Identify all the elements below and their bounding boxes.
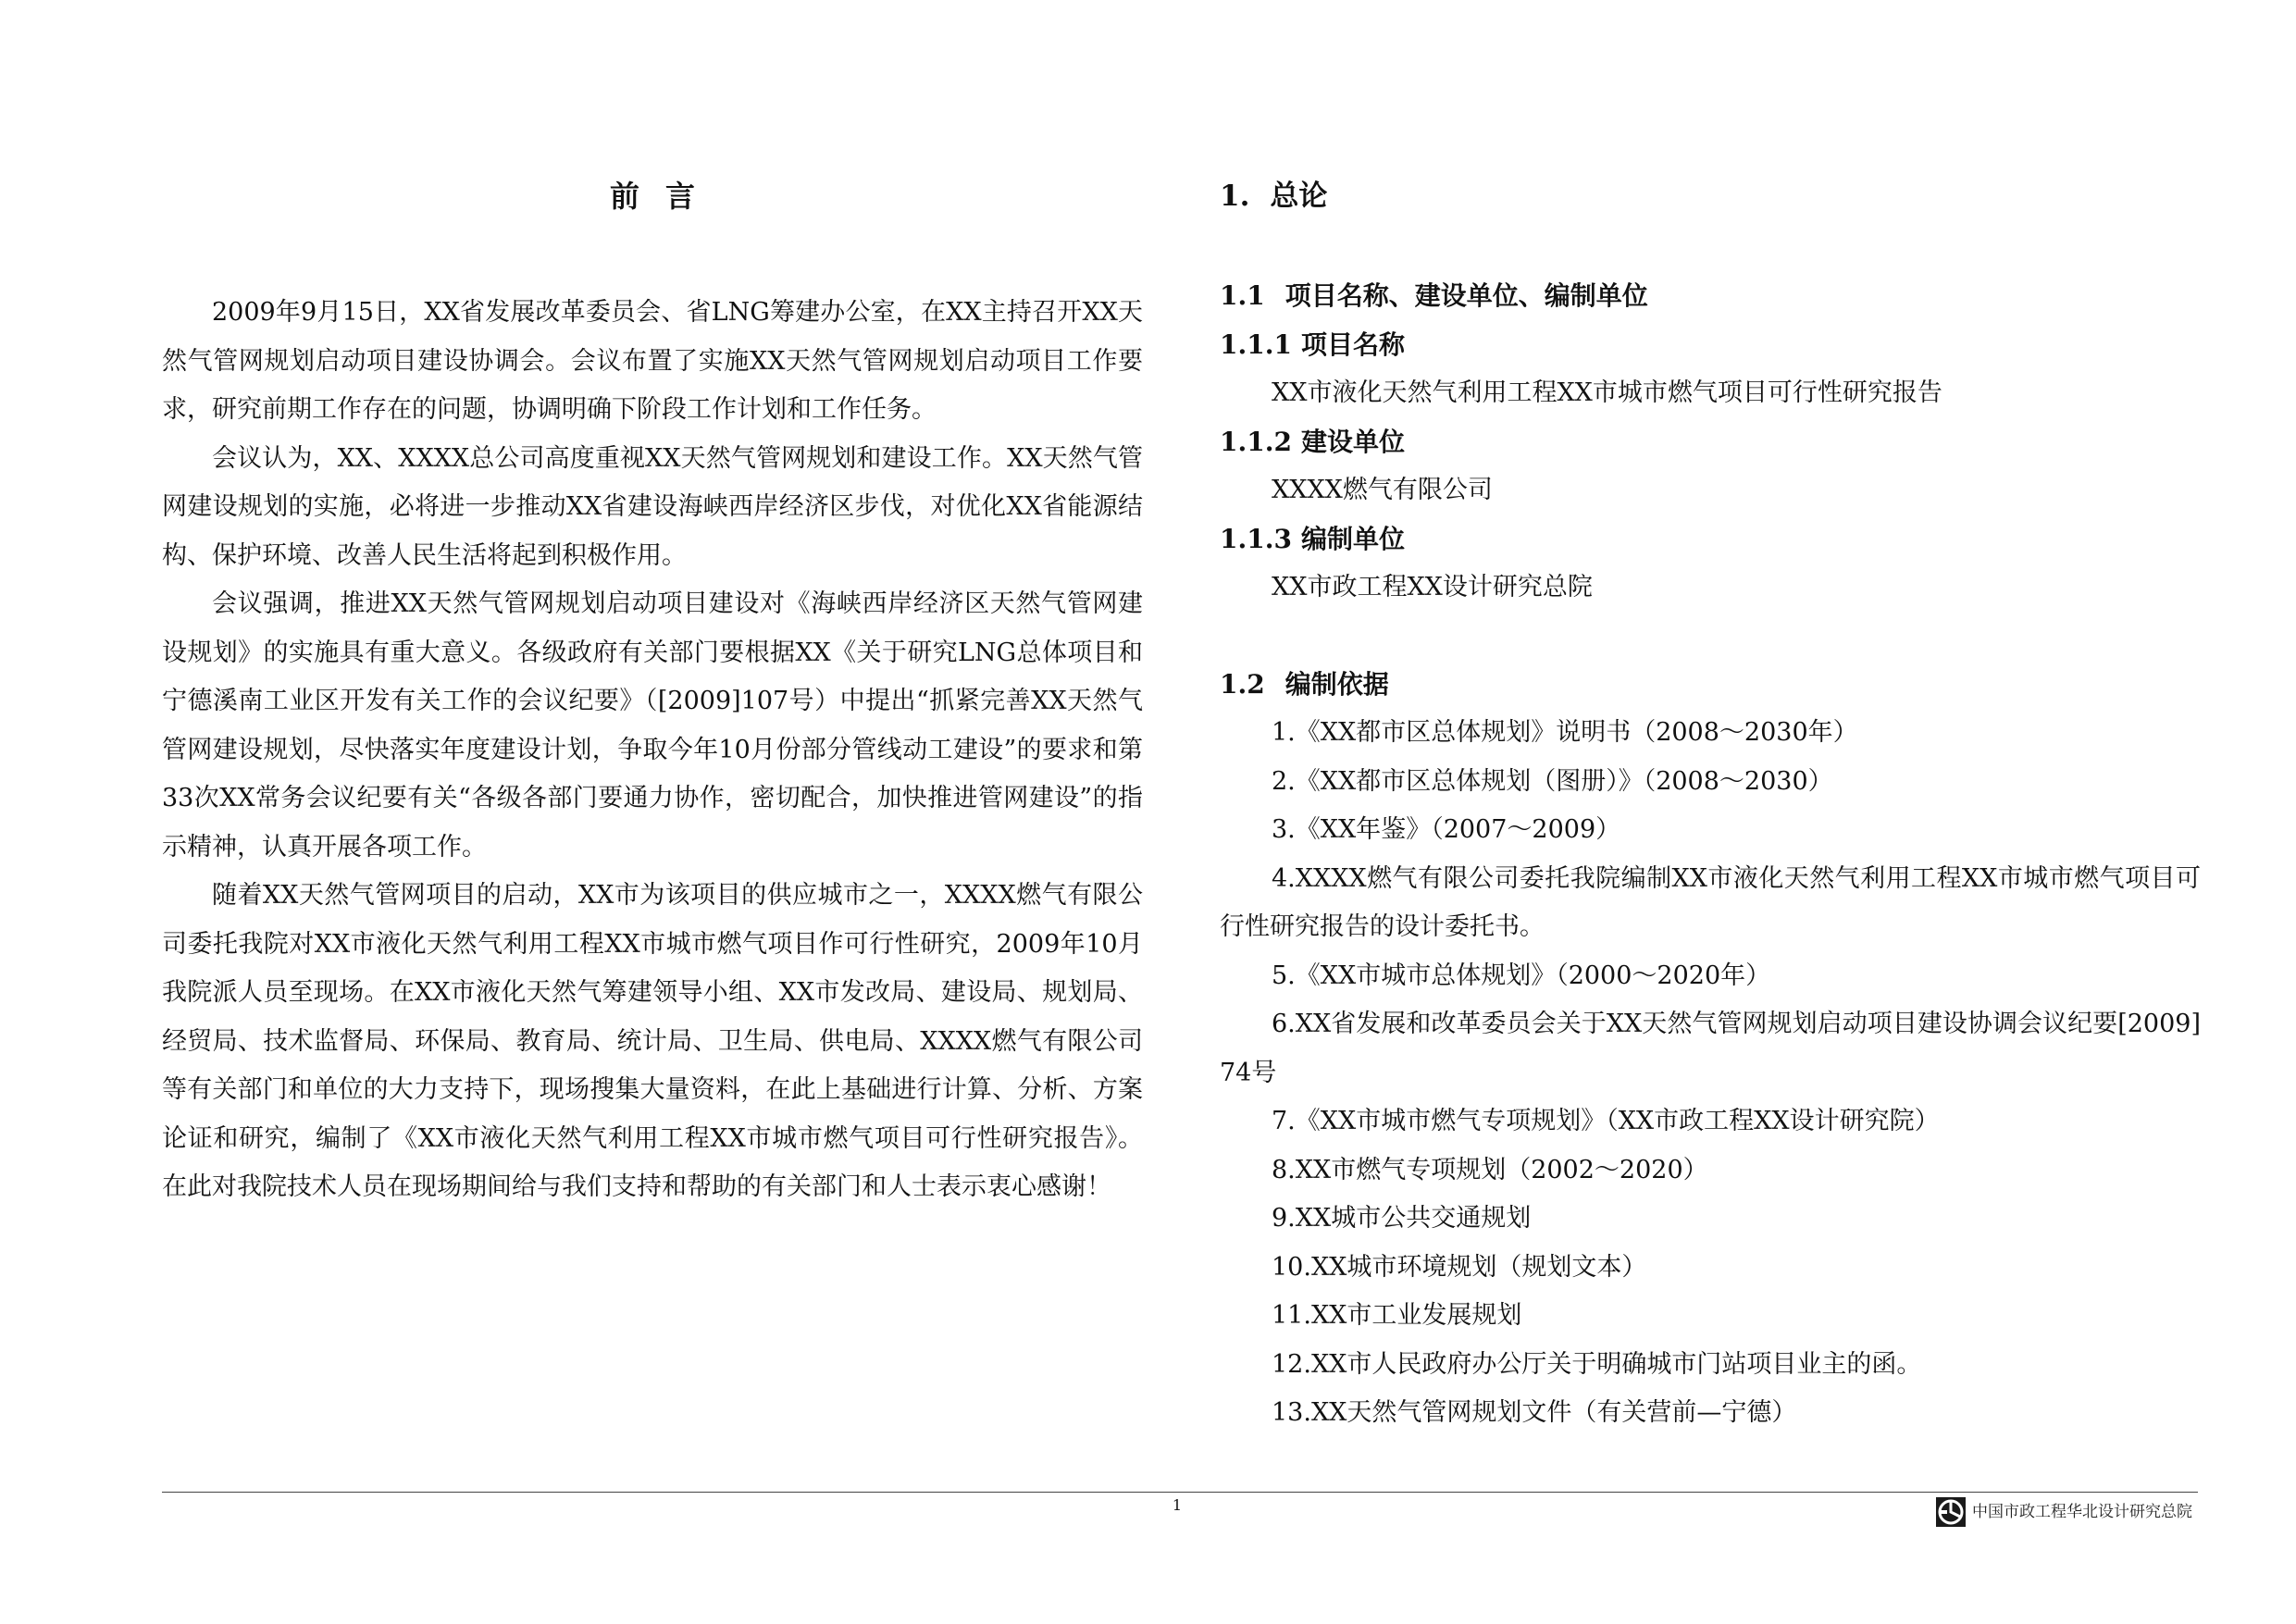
subsection-heading-1-1-2 (1220, 418, 2201, 467)
reference-item-10: 10.XX城市环境规划（规划文本） (1272, 1252, 1647, 1282)
preface-paragraph-4: 随着XX天然气管网项目的启动，XX市为该项目的供应城市之一，XXXX燃气有限公司委托我院对XX市液化天然气利用工程XX市城市燃气项目作可行性研究，2009年10月我院派人员至现场。在XX市液化天然气筹建领导小组、XX市发改局、建设局、规划局、经贸局、技术监督局、环保局、教育局、统计局、卫生局、供电局、XXXX燃气有限公司等有关部门和单位的大力支持下，现场搜集大量资料，在此上基础进行计算、分析、方案论证和研究，编制了《XX市液化天然气利用工程XX市城市燃气项目可行性研究报告》。在此对我院技术人员在现场期间给与我们支持和帮助的有关部门和人士表示衷心感谢！ (162, 881, 1143, 1201)
preface-paragraph-1: 2009年9月15日，XX省发展改革委员会、省LNG筹建办公室，在XX主持召开XX天然气管网规划启动项目建设协调会。会议布置了实施XX天然气管网规划启动项目工作要求，研究前期工作存在的问题，协调明确下阶段工作计划和工作任务。 (162, 298, 1143, 424)
subsection-title: 项目名称 (1300, 329, 1405, 360)
section-number: 1.2 (1220, 668, 1265, 700)
institute-logo-icon (1935, 1496, 1967, 1528)
compiler-text: XX市政工程XX设计研究总院 (1272, 573, 1593, 601)
preface-paragraph-3: 会议强调，推进XX天然气管网规划启动项目建设对《海峡西岸经济区天然气管网建设规划》的实施具有重大意义。各级政府有关部门要根据XX《关于研究LNG总体项目和宁德溪南工业区开发有关工作的会议纪要》（[2009]107号）中提出“抓紧完善XX天然气管网建设规划，尽快落实年度建设计划，争取今年10月份部分管线动工建设”的要求和第33次XX常务会议纪要有关“各级各部门要通力协作，密切配合，加快推进管网建设”的指示精神，认真开展各项工作。 (162, 589, 1143, 862)
subsection-title: 编制单位 (1300, 523, 1405, 554)
subsection-heading-1-1-3 (1220, 515, 2201, 564)
preface-section (162, 176, 1143, 1212)
reference-item-1: 1.《XX都市区总体规划》说明书（2008～2030年） (1272, 718, 1858, 747)
subsection-number: 1.1.1 (1220, 329, 1292, 360)
chapter-title: 总论 (1270, 180, 1328, 213)
section-heading-1-1 (1220, 272, 2201, 321)
reference-item-13: 13.XX天然气管网规划文件（有关营前—宁德） (1272, 1398, 1797, 1427)
reference-item-5: 5.《XX市城市总体规划》（2000～2020年） (1272, 961, 1771, 990)
subsection-title: 建设单位 (1300, 426, 1405, 457)
subsection-number: 1.1.2 (1220, 426, 1292, 457)
section-number: 1.1 (1220, 280, 1265, 311)
reference-item-4: 4.XXXX燃气有限公司委托我院编制XX市液化天然气利用工程XX市城市燃气项目可行性研究报告的设计委托书。 (1220, 863, 2201, 941)
section-heading-1-2 (1220, 661, 2201, 710)
builder-text: XXXX燃气有限公司 (1272, 476, 1493, 504)
reference-item-6: 6.XX省发展和改革委员会关于XX天然气管网规划启动项目建设协调会议纪要[2009]74号 (1220, 1010, 2201, 1087)
reference-item-12: 12.XX市人民政府办公厅关于明确城市门站项目业主的函。 (1272, 1349, 1922, 1379)
general-section (1220, 176, 2201, 1438)
section-title: 编制依据 (1285, 668, 1389, 700)
institute-name: 中国市政工程华北设计研究总院 (1972, 1503, 2192, 1521)
project-name-text: XX市液化天然气利用工程XX市城市燃气项目可行性研究报告 (1272, 378, 1942, 407)
reference-item-8: 8.XX市燃气专项规划（2002～2020） (1272, 1155, 1708, 1184)
reference-item-7: 7.《XX市城市燃气专项规划》（XX市政工程XX设计研究院） (1272, 1107, 1940, 1135)
chapter-number: 1. (1220, 180, 1250, 213)
subsection-heading-1-1-1 (1220, 321, 2201, 370)
subsection-number: 1.1.3 (1220, 523, 1292, 554)
reference-list (1220, 709, 2201, 1438)
chapter-heading (1220, 176, 2201, 217)
reference-item-11: 11.XX市工业发展规划 (1272, 1301, 1522, 1330)
reference-item-2: 2.《XX都市区总体规划（图册）》（2008～2030） (1272, 766, 1833, 796)
footer-institute (1935, 1494, 2192, 1531)
preface-paragraph-2: 会议认为，XX、XXXX总公司高度重视XX天然气管网规划和建设工作。XX天然气管网建设规划的实施，必将进一步推动XX省建设海峡西岸经济区步伐，对优化XX省能源结构、保护环境、改善人民生活将起到积极作用。 (162, 443, 1143, 570)
page-number: 1 (1172, 1496, 1183, 1514)
reference-item-3: 3.《XX年鉴》（2007～2009） (1272, 815, 1621, 844)
section-title: 项目名称、建设单位、编制单位 (1285, 280, 1648, 311)
reference-item-9: 9.XX城市公共交通规划 (1272, 1204, 1532, 1233)
footer-divider (162, 1492, 2198, 1493)
preface-title: 前言 (609, 179, 721, 214)
